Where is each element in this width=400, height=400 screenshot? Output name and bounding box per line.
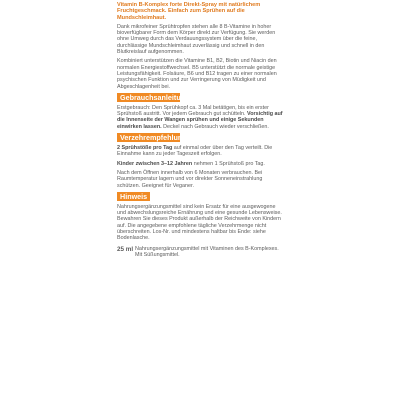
usage-text-bold: Vorsichtig auf die Innenseite der Wangen sprühen und einige Sekunden einwirken lassen. (117, 111, 283, 130)
dosage-adults-bold: 2 Sprühstöße pro Tag (117, 145, 173, 152)
description-paragraph-2: Kombiniert unterstützen die Vitamine B1, B2, Biotin und Niacin den normalen Energiestoffwechsel. B5 unterstützt die normale geistige Leistungsfähigkeit. Folsäure, B6 und B12 tragen zu einer normalen psychischen Funktion und zur Verringerung von Müdigkeit und Abgeschlagenheit bei. (117, 58, 277, 90)
dosage-children (117, 161, 283, 167)
storage-text: Nach dem Öffnen innerhalb von 6 Monaten verbrauchen. Bei Raumtemperatur lagern und vor direkter Sonneneinstrahlung schützen. Geeignet für Veganer. (117, 169, 263, 189)
size-row (117, 246, 283, 259)
package-description: Nahrungsergänzungsmittel mit Vitaminen des B-Komplexes. Mit Süßungsmittel. (135, 245, 279, 258)
dosage-children-bold: Kinder zwischen 3–12 Jahren (117, 160, 193, 167)
dosage-children-rest: nehmen 1 Sprühstoß pro Tag. (192, 160, 265, 167)
note-text: Nahrungsergänzungsmittel sind kein Ersatz für eine ausgewogene und abwechslungsreiche Ernährung und eine gesunde Lebensweise. Bewahren Sie dieses Produkt außerhalb der Reichweite von Kindern auf. Die angegebene empfohlene tägliche Verzehrmenge nicht überschreiten. Los-Nr. und mindestens haltbar bis Ende: siehe Bodenlasche. (117, 203, 282, 242)
intro-text: Vitamin B-Komplex forte Direkt-Spray mit natürlichem Fruchtgeschmack. Einfach zum Sprühen auf die Mundschleimhaut. (117, 2, 261, 21)
usage-heading: Gebrauchsanleitung (117, 93, 180, 102)
dosage-heading: Verzehrempfehlung (117, 133, 180, 142)
usage-text-a: Erstgebrauch: Den Sprühkopf ca. 3 Mal betätigen, bis ein erster Sprühstoß austritt. Vor jedem Gebrauch gut schütteln. (117, 104, 269, 118)
usage-text-c: Deckel nach Gebrauch wieder verschließen. (161, 123, 269, 130)
note-heading: Hinweis (117, 192, 150, 201)
usage-text (117, 105, 283, 130)
text-column (117, 2, 283, 258)
dosage-adults (117, 145, 283, 158)
description-paragraph-1: Dank mikrofeiner Sprühtropfen stehen alle 8 B-Vitamine in hoher bioverfügbarer Form dem Körper direkt zur Verfügung. Sie werden ohne Umweg durch das Verdauungssystem über die feine, durchlässige Mundschleimhaut zuverlässig und schnell in den Blutkreislauf aufgenommen. (117, 23, 276, 56)
dosage-adults-rest: auf einmal oder über den Tag verteilt. Die Einnahme kann zu jeder Tageszeit erfolgen. (117, 145, 273, 158)
package-size: 25 ml (117, 245, 134, 253)
